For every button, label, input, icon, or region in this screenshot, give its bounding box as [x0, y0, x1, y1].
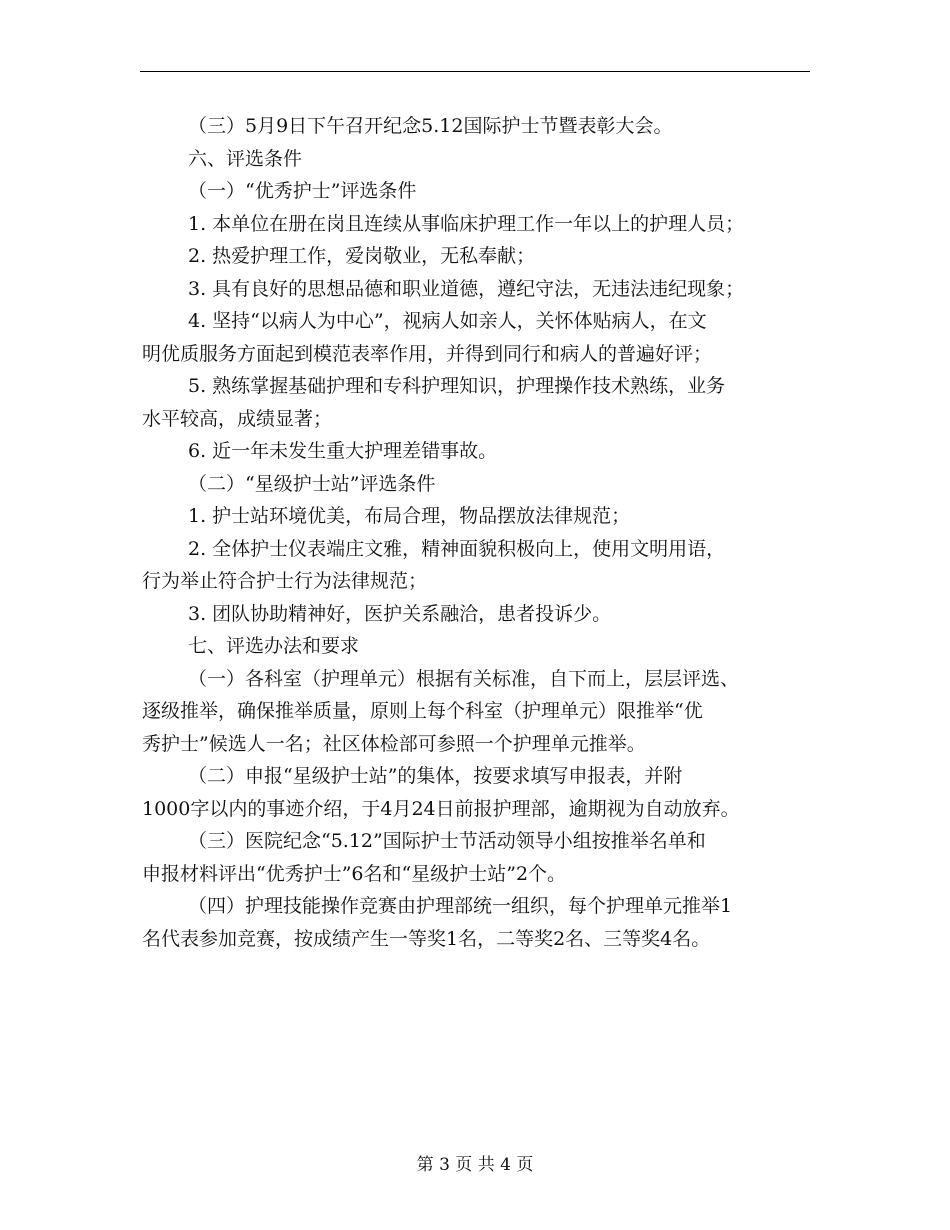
- paragraph-line: 2. 全体护士仪表端庄文雅，精神面貌积极向上，使用文明用语，: [188, 537, 726, 560]
- paragraph-line: 4. 坚持“以病人为中心”，视病人如亲人，关怀体贴病人，在文: [188, 310, 707, 332]
- paragraph-line: （四）护理技能操作竞赛由护理部统一组织，每个护理单元推举1: [188, 895, 733, 917]
- paragraph-line: 明优质服务方面起到模范表率作用，并得到同行和病人的普遍好评；: [142, 342, 713, 365]
- paragraph-line: 3. 团队协助精神好，医护关系融洽，患者投诉少。: [188, 602, 612, 625]
- paragraph-line: 逐级推举，确保推举质量，原则上每个科室（护理单元）限推举“优: [142, 700, 703, 722]
- paragraph-line: （三）5月9日下午召开纪念5.12国际护士节暨表彰大会。: [188, 115, 673, 137]
- section-heading: 七、评选办法和要求: [188, 635, 360, 657]
- paragraph-line: 5. 熟练掌握基础护理和专科护理知识，护理操作技术熟练，业务: [188, 375, 726, 397]
- paragraph-line: （一）各科室（护理单元）根据有关标准，自下而上，层层评选、: [188, 667, 740, 690]
- subsection-heading: （二）“星级护士站”评选条件: [188, 472, 436, 495]
- paragraph-line: 2. 热爱护理工作，爱岗敬业，无私奉献；: [188, 245, 536, 267]
- page-footer: 第 3 页 共 4 页: [416, 1155, 534, 1175]
- paragraph-line: 1000字以内的事迹介绍，于4月24日前报护理部，逾期视为自动放弃。: [142, 797, 740, 820]
- paragraph-line: （三）医院纪念“5.12”国际护士节活动领导小组按推举名单和: [188, 830, 706, 852]
- paragraph-line: （二）申报“星级护士站”的集体，按要求填写申报表，并附: [188, 765, 683, 787]
- subsection-heading: （一）“优秀护士”评选条件: [188, 180, 417, 202]
- paragraph-line: 1. 本单位在册在岗且连续从事临床护理工作一年以上的护理人员；: [188, 212, 745, 235]
- paragraph-line: 秀护士”候选人一名；社区体检部可参照一个护理单元推举。: [142, 732, 646, 755]
- paragraph-line: 申报材料评出“优秀护士”6名和“星级护士站”2个。: [142, 862, 567, 885]
- paragraph-line: 1. 护士站环境优美，布局合理，物品摆放法律规范；: [188, 505, 631, 527]
- paragraph-line: 6. 近一年未发生重大护理差错事故。: [188, 440, 498, 462]
- paragraph-line: 行为举止符合护士行为法律规范；: [142, 570, 428, 592]
- paragraph-line: 名代表参加竞赛，按成绩产生一等奖1名，二等奖2名、三等奖4名。: [142, 927, 711, 950]
- paragraph-line: 水平较高，成绩显著；: [142, 407, 333, 430]
- paragraph-line: 3. 具有良好的思想品德和职业道德，遵纪守法，无违法违纪现象；: [188, 277, 745, 300]
- document-body: [142, 110, 812, 955]
- section-heading: 六、评选条件: [188, 147, 303, 170]
- header-rule: [140, 71, 810, 72]
